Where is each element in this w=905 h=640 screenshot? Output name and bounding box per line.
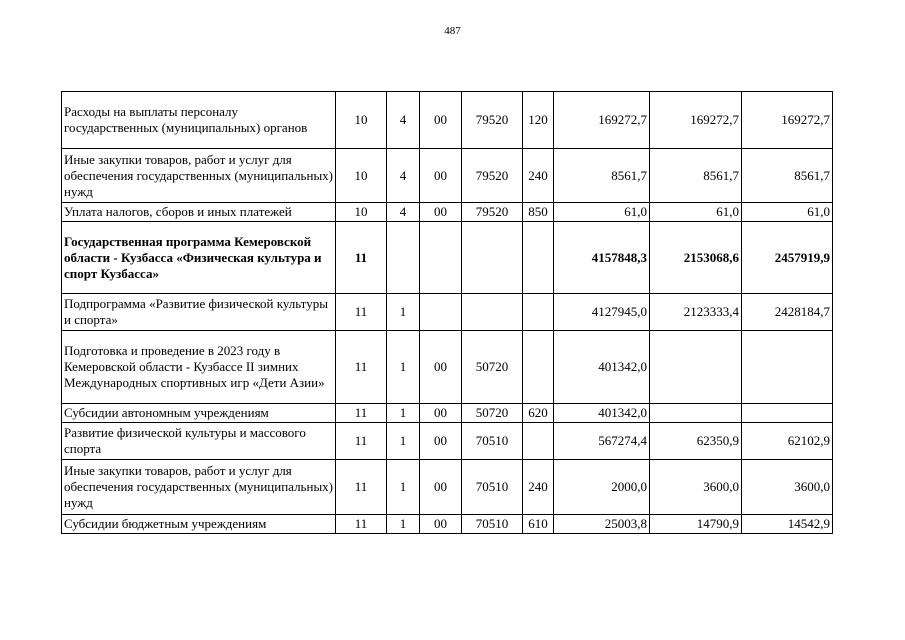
subsection-code: 1	[387, 423, 420, 460]
amount-year-2: 3600,0	[650, 460, 742, 515]
section-code: 10	[336, 92, 387, 149]
amount-year-3	[742, 404, 833, 423]
target-article-code	[462, 222, 523, 294]
section-code: 11	[336, 423, 387, 460]
expense-type-code	[523, 222, 554, 294]
amount-year-2: 14790,9	[650, 515, 742, 534]
page-number: 487	[444, 25, 461, 37]
amount-year-1: 4127945,0	[554, 294, 650, 331]
amount-year-3: 2457919,9	[742, 222, 833, 294]
expense-type-code: 620	[523, 404, 554, 423]
expense-type-code	[523, 423, 554, 460]
amount-year-3: 62102,9	[742, 423, 833, 460]
target-article-code: 50720	[462, 331, 523, 404]
amount-year-1: 61,0	[554, 203, 650, 222]
amount-year-2: 62350,9	[650, 423, 742, 460]
row-name: Уплата налогов, сборов и иных платежей	[62, 203, 336, 222]
table-row	[62, 294, 833, 331]
table-row	[62, 331, 833, 404]
table-row	[62, 460, 833, 515]
amount-year-2	[650, 331, 742, 404]
table-row	[62, 515, 833, 534]
amount-year-2: 8561,7	[650, 149, 742, 203]
amount-year-1: 4157848,3	[554, 222, 650, 294]
program-code: 00	[420, 92, 462, 149]
target-article-code: 70510	[462, 460, 523, 515]
table-row	[62, 92, 833, 149]
section-code: 11	[336, 460, 387, 515]
program-code: 00	[420, 331, 462, 404]
amount-year-3: 169272,7	[742, 92, 833, 149]
table-row	[62, 404, 833, 423]
subsection-code: 4	[387, 92, 420, 149]
expense-type-code: 240	[523, 149, 554, 203]
program-code: 00	[420, 404, 462, 423]
row-name: Иные закупки товаров, работ и услуг для обеспечения государственных (муниципальных) нужд	[62, 460, 336, 515]
amount-year-3: 2428184,7	[742, 294, 833, 331]
program-code: 00	[420, 203, 462, 222]
program-code: 00	[420, 515, 462, 534]
row-name: Иные закупки товаров, работ и услуг для обеспечения государственных (муниципальных) нужд	[62, 149, 336, 203]
subsection-code: 1	[387, 331, 420, 404]
row-name: Государственная программа Кемеровской области - Кузбасса «Физическая культура и спорт Кузбасса»	[62, 222, 336, 294]
amount-year-3: 61,0	[742, 203, 833, 222]
subsection-code: 1	[387, 404, 420, 423]
row-name: Субсидии автономным учреждениям	[62, 404, 336, 423]
table-row	[62, 149, 833, 203]
expense-type-code: 120	[523, 92, 554, 149]
table-row	[62, 222, 833, 294]
subsection-code: 1	[387, 515, 420, 534]
expense-type-code: 850	[523, 203, 554, 222]
expense-type-code	[523, 331, 554, 404]
budget-table	[61, 91, 833, 534]
program-code: 00	[420, 460, 462, 515]
subsection-code: 1	[387, 294, 420, 331]
subsection-code: 1	[387, 460, 420, 515]
program-code: 00	[420, 149, 462, 203]
expense-type-code: 240	[523, 460, 554, 515]
table-row	[62, 203, 833, 222]
row-name: Субсидии бюджетным учреждениям	[62, 515, 336, 534]
amount-year-3	[742, 331, 833, 404]
amount-year-1: 25003,8	[554, 515, 650, 534]
target-article-code: 70510	[462, 515, 523, 534]
section-code: 11	[336, 294, 387, 331]
amount-year-2: 169272,7	[650, 92, 742, 149]
amount-year-3: 8561,7	[742, 149, 833, 203]
amount-year-2: 61,0	[650, 203, 742, 222]
section-code: 11	[336, 222, 387, 294]
target-article-code: 79520	[462, 92, 523, 149]
subsection-code: 4	[387, 149, 420, 203]
target-article-code: 79520	[462, 149, 523, 203]
amount-year-1: 2000,0	[554, 460, 650, 515]
target-article-code	[462, 294, 523, 331]
table-row	[62, 423, 833, 460]
row-name: Развитие физической культуры и массового спорта	[62, 423, 336, 460]
subsection-code: 4	[387, 203, 420, 222]
subsection-code	[387, 222, 420, 294]
program-code	[420, 294, 462, 331]
amount-year-2: 2123333,4	[650, 294, 742, 331]
section-code: 11	[336, 404, 387, 423]
amount-year-1: 401342,0	[554, 404, 650, 423]
amount-year-3: 14542,9	[742, 515, 833, 534]
target-article-code: 79520	[462, 203, 523, 222]
section-code: 10	[336, 203, 387, 222]
expense-type-code: 610	[523, 515, 554, 534]
row-name: Подготовка и проведение в 2023 году в Кемеровской области - Кузбассе II зимних Международных спортивных игр «Дети Азии»	[62, 331, 336, 404]
target-article-code: 70510	[462, 423, 523, 460]
amount-year-2: 2153068,6	[650, 222, 742, 294]
row-name: Расходы на выплаты персоналу государственных (муниципальных) органов	[62, 92, 336, 149]
amount-year-1: 169272,7	[554, 92, 650, 149]
amount-year-1: 567274,4	[554, 423, 650, 460]
section-code: 10	[336, 149, 387, 203]
budget-table-body	[62, 92, 833, 534]
amount-year-1: 8561,7	[554, 149, 650, 203]
section-code: 11	[336, 331, 387, 404]
expense-type-code	[523, 294, 554, 331]
amount-year-3: 3600,0	[742, 460, 833, 515]
section-code: 11	[336, 515, 387, 534]
program-code	[420, 222, 462, 294]
row-name: Подпрограмма «Развитие физической культуры и спорта»	[62, 294, 336, 331]
amount-year-2	[650, 404, 742, 423]
target-article-code: 50720	[462, 404, 523, 423]
program-code: 00	[420, 423, 462, 460]
amount-year-1: 401342,0	[554, 331, 650, 404]
